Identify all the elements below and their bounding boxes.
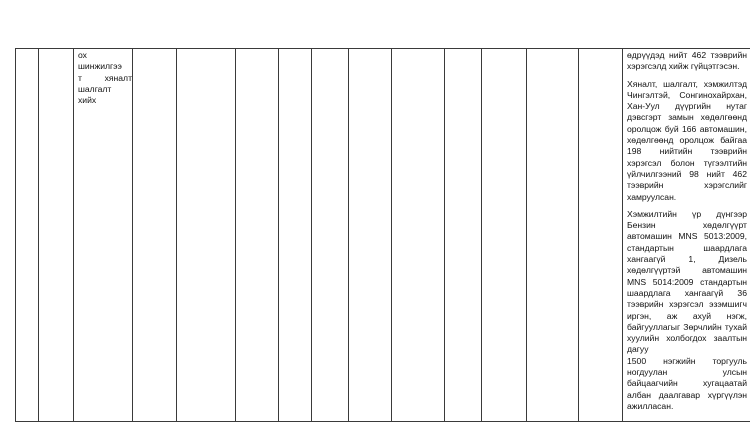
p3-line-12: хуулийн холбогдох заалтын xyxy=(627,333,747,344)
p3-line-15: ногдуулан улсын xyxy=(627,367,747,378)
table-cell-5 xyxy=(177,49,236,422)
results-paragraph-2 xyxy=(627,79,747,203)
table-cell-results xyxy=(623,49,750,422)
p3-line-10: иргэн, аж ахуй нэгж, xyxy=(627,310,747,321)
results-paragraph-1 xyxy=(627,50,747,73)
p1-line-1: өдрүүдэд нийт 462 тээврийн xyxy=(627,50,747,60)
p3-line-6: хөдөлгүүртэй автомашин xyxy=(627,265,747,276)
p2-line-3: Хан-Уул дүүргийн нутаг xyxy=(627,101,747,112)
p2-line-4: дэвсгэрт замын хөдөлгөөнд xyxy=(627,112,747,123)
p3-line-1: Хэмжилтийн үр дүнгээр xyxy=(627,208,747,219)
table-cell-8 xyxy=(312,49,349,422)
p3-line-16: байцаагчийн хугацаатай xyxy=(627,378,747,389)
table-cell-1 xyxy=(16,49,39,422)
activity-line-1: ох xyxy=(78,50,87,60)
results-paragraph-3 xyxy=(627,209,747,412)
p2-line-5: оролцож буй 166 автомашин, xyxy=(627,123,747,134)
p2-line-1: Хяналт, шалгалт, хэмжилтэд xyxy=(627,78,747,89)
activity-line-4: шалгалт xyxy=(78,83,112,94)
p3-line-2: Бензин хөдөлгүүрт xyxy=(627,220,747,231)
p3-line-17: албан даалгавар хүргүүлэн xyxy=(627,389,747,400)
p3-line-11: байгууллагыг Зөрчлийн тухай xyxy=(627,321,747,332)
p2-line-9: үйлчилгээний 98 нийт 462 xyxy=(627,168,747,179)
p3-line-4: стандартын шаардлага xyxy=(627,242,747,253)
p2-line-11: хамруулсан. xyxy=(627,191,677,202)
p2-line-6: хөдөлгөөнд оролцож байгаа xyxy=(627,135,747,146)
table-cell-activity xyxy=(74,49,133,422)
p2-line-2: Чингэлтэй, Сонгинохайрхан, xyxy=(627,89,747,100)
p2-line-10: тээврийн хэрэгслийг xyxy=(627,180,747,191)
table-cell-13 xyxy=(527,49,579,422)
table-cell-11 xyxy=(445,49,482,422)
table-cell-6 xyxy=(236,49,279,422)
activity-line-3: т хяналт xyxy=(78,72,132,83)
report-table xyxy=(15,48,750,422)
p3-line-7: MNS 5014:2009 стандартын xyxy=(627,276,747,287)
p3-line-14: 1500 нэгжийн торгууль xyxy=(627,355,747,366)
table-cell-4 xyxy=(133,49,177,422)
results-text xyxy=(623,49,750,412)
p3-line-3: автомашин MNS 5013:2009, xyxy=(627,231,747,242)
p3-line-13: дагуу xyxy=(627,344,649,355)
activity-text xyxy=(74,49,135,106)
table-cell-12 xyxy=(482,49,527,422)
p1-line-2: хэрэгсэлд хийж гүйцэтгэсэн. xyxy=(627,61,740,72)
p2-line-7: 198 нийтийн тээврийн xyxy=(627,146,747,157)
table-cell-2 xyxy=(39,49,74,422)
activity-line-2: шинжилгээ xyxy=(78,61,122,72)
table-row xyxy=(16,49,750,422)
table-cell-14 xyxy=(579,49,623,422)
activity-line-5: хийх xyxy=(78,95,97,106)
p2-line-8: хэрэгсэл болон түгээлтийн xyxy=(627,157,747,168)
p3-line-9: тээврийн хэрэгсэл эзэмшигч xyxy=(627,299,747,310)
p3-line-5: хангаагүй 1, Дизель xyxy=(627,254,747,265)
p3-line-8: шаардлага хангаагүй 36 xyxy=(627,287,747,298)
table-cell-7 xyxy=(279,49,312,422)
table-cell-9 xyxy=(349,49,392,422)
p3-line-18: ажилласан. xyxy=(627,400,674,411)
table-cell-10 xyxy=(392,49,445,422)
